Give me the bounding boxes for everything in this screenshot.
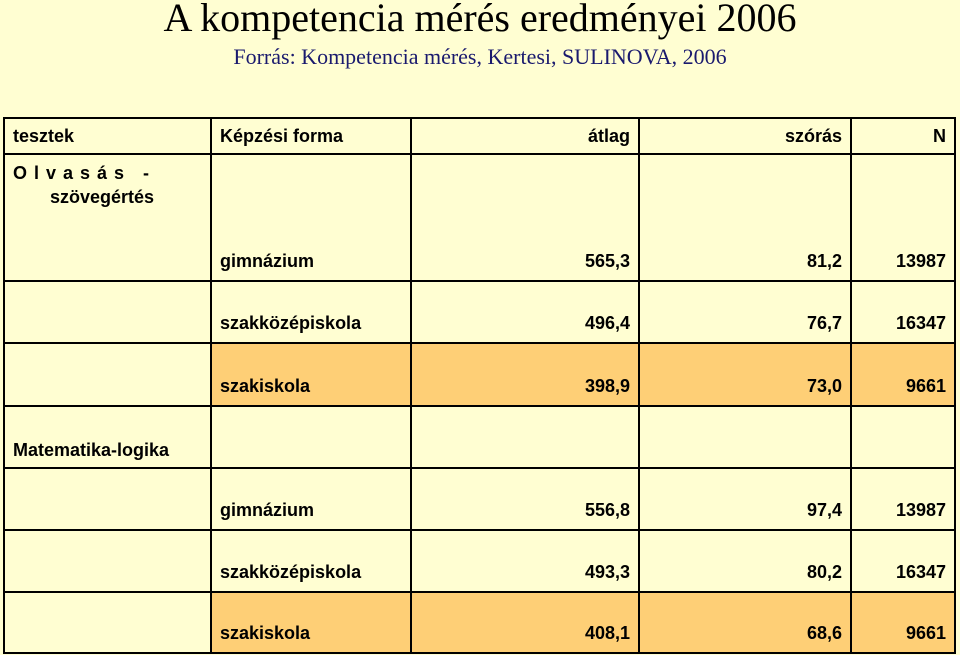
table-row bbox=[4, 468, 955, 530]
row-forma: gimnázium bbox=[211, 468, 411, 530]
row-szoras: 97,4 bbox=[639, 468, 851, 530]
table-header-row bbox=[4, 118, 955, 154]
row-forma: szakközépiskola bbox=[211, 281, 411, 343]
row-n: 9661 bbox=[851, 592, 955, 653]
row-atlag: 556,8 bbox=[411, 468, 639, 530]
row-forma: szakközépiskola bbox=[211, 530, 411, 592]
row-n: 16347 bbox=[851, 530, 955, 592]
row-atlag: 565,3 bbox=[411, 154, 639, 281]
test-olvasas-line2: szövegértés bbox=[50, 187, 155, 207]
row-forma: szakiskola bbox=[211, 343, 411, 406]
row-atlag: 493,3 bbox=[411, 530, 639, 592]
row-forma: szakiskola bbox=[211, 592, 411, 653]
table-row bbox=[4, 530, 955, 592]
header-atlag: átlag bbox=[411, 118, 639, 154]
header-n: N bbox=[851, 118, 955, 154]
page-title: A kompetencia mérés eredményei 2006 bbox=[163, 0, 797, 40]
row-szoras: 81,2 bbox=[639, 154, 851, 281]
row-szoras: 80,2 bbox=[639, 530, 851, 592]
source-subtitle: Forrás: Kompetencia mérés, Kertesi, SULINOVA, 2006 bbox=[233, 44, 727, 69]
row-n: 13987 bbox=[851, 154, 955, 281]
test-olvasas bbox=[4, 154, 211, 281]
row-szoras: 68,6 bbox=[639, 592, 851, 653]
test-matematika: Matematika-logika bbox=[4, 406, 211, 468]
row-szoras: 73,0 bbox=[639, 343, 851, 406]
row-atlag: 496,4 bbox=[411, 281, 639, 343]
table-row bbox=[4, 592, 955, 653]
row-szoras: 76,7 bbox=[639, 281, 851, 343]
test-olvasas-line1: Olvasás - bbox=[13, 163, 157, 183]
table-row bbox=[4, 343, 955, 406]
table-row bbox=[4, 154, 955, 281]
row-n: 16347 bbox=[851, 281, 955, 343]
row-n: 9661 bbox=[851, 343, 955, 406]
row-atlag: 398,9 bbox=[411, 343, 639, 406]
row-atlag: 408,1 bbox=[411, 592, 639, 653]
row-n: 13987 bbox=[851, 468, 955, 530]
row-forma: gimnázium bbox=[211, 154, 411, 281]
results-table bbox=[3, 117, 956, 654]
table-row bbox=[4, 281, 955, 343]
table-row bbox=[4, 406, 955, 468]
header-szoras: szórás bbox=[639, 118, 851, 154]
header-tesztek: tesztek bbox=[4, 118, 211, 154]
header-kepzesi-forma: Képzési forma bbox=[211, 118, 411, 154]
